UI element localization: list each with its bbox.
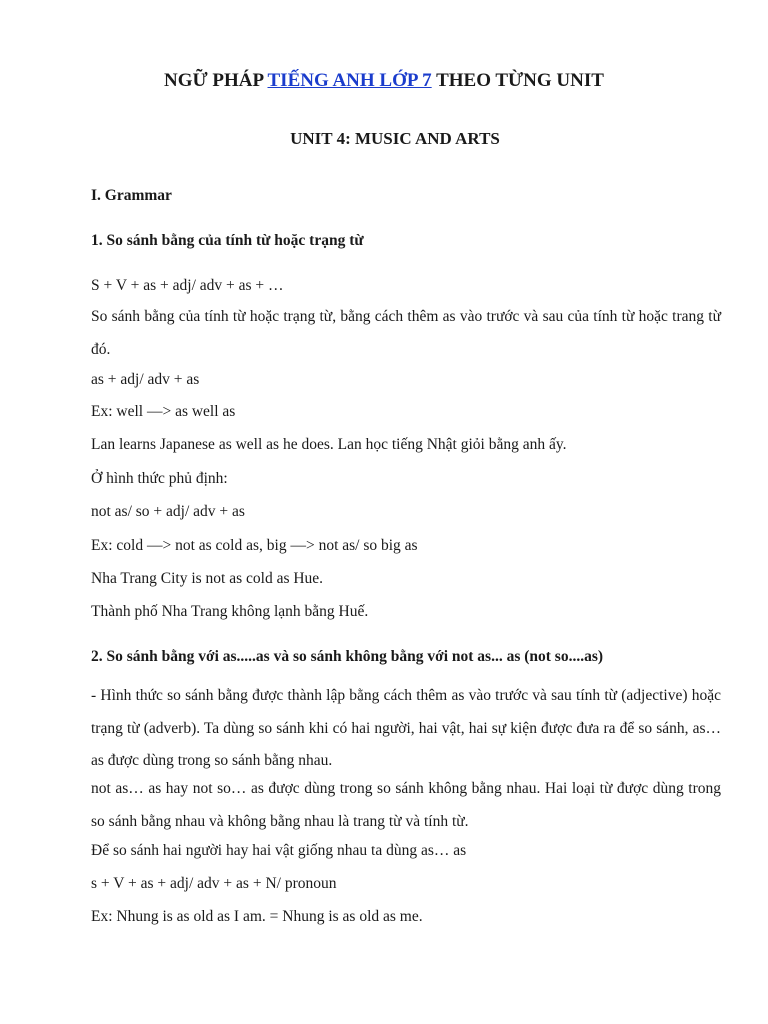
- title-prefix: NGỮ PHÁP: [164, 70, 268, 91]
- formula-2: as + adj/ adv + as: [91, 371, 200, 388]
- paragraph-1: So sánh bằng của tính từ hoặc trạng từ, bằng cách thêm as vào trước và sau của tính từ hoặc trang từ đó.: [91, 308, 721, 358]
- example-sentence-3: Thành phố Nha Trang không lạnh bằng Huế.: [91, 603, 369, 620]
- paragraph-2: - Hình thức so sánh bằng được thành lập bằng cách thêm as vào trước và sau tính từ (adjective) hoặc trạng từ (adverb). Ta dùng so sánh khi có hai người, hai vật, hai sự kiện được đưa ra để so sánh, as… as được dùng trong so sánh bằng nhau.: [91, 687, 721, 769]
- subsection-heading-2: 2. So sánh bằng với as.....as và so sánh không bằng với not as... as (not so....as): [91, 648, 604, 665]
- compare-label: Để so sánh hai người hay hai vật giống nhau ta dùng as… as: [91, 842, 467, 859]
- negative-label: Ở hình thức phủ định:: [91, 470, 228, 487]
- document-title: [0, 68, 768, 94]
- title-link[interactable]: TIẾNG ANH LỚP 7: [267, 70, 432, 91]
- formula-3: not as/ so + adj/ adv + as: [91, 503, 245, 520]
- subsection-heading-1: 1. So sánh bằng của tính từ hoặc trạng từ: [91, 232, 364, 249]
- example-1: Ex: well —> as well as: [91, 403, 236, 420]
- formula-1: S + V + as + adj/ adv + as + …: [91, 277, 284, 294]
- example-sentence-1: Lan learns Japanese as well as he does. Lan học tiếng Nhật giỏi bằng anh ấy.: [91, 436, 567, 453]
- example-3: Ex: Nhung is as old as I am. = Nhung is as old as me.: [91, 908, 423, 925]
- section-heading: I. Grammar: [91, 187, 172, 204]
- paragraph-3: not as… as hay not so… as được dùng trong so sánh không bằng nhau. Hai loại từ được dùng trong so sánh bằng nhau và không bằng nhau là trang từ và tính từ.: [91, 780, 721, 830]
- formula-4: s + V + as + adj/ adv + as + N/ pronoun: [91, 875, 337, 892]
- title-suffix: THEO TỪNG UNIT: [431, 70, 604, 91]
- example-sentence-2: Nha Trang City is not as cold as Hue.: [91, 570, 324, 587]
- example-2: Ex: cold —> not as cold as, big —> not as/ so big as: [91, 537, 418, 554]
- unit-title: UNIT 4: MUSIC AND ARTS: [290, 129, 500, 148]
